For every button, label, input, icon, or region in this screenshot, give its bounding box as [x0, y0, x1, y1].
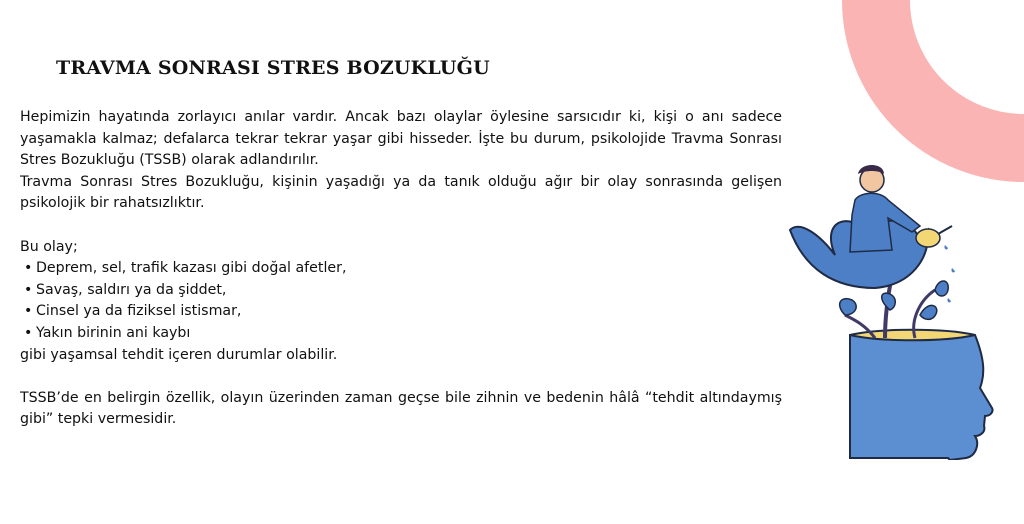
intro-paragraph: Hepimizin hayatında zorlayıcı anılar vardır. Ancak bazı olaylar öylesine sarsıcıdır ki, kişi o anı sadece yaşamakla kalmaz; defalarca tekrar tekrar yaşar gibi hisseder. İşte bu durum, psikolojide Travma Sonrası Stres Bozukluğu (TSSB) olarak adlandırılır.: [20, 109, 782, 169]
article-body: [20, 107, 782, 431]
head-flower-watering-illustration: [780, 160, 1000, 460]
list-intro: Bu olay;: [20, 238, 78, 255]
list-item: • Deprem, sel, trafik kazası gibi doğal afetler,: [24, 260, 347, 277]
closing-paragraph: TSSB’de en belirgin özellik, olayın üzerinden zaman geçse bile zihnin ve bedenin hâlâ “tehdit altındaymış gibi” tepki vermesidir.: [20, 389, 782, 428]
event-list: [20, 258, 782, 344]
page-title: TRAVMA SONRASI STRES BOZUKLUĞU: [56, 57, 490, 79]
definition-paragraph: Travma Sonrası Stres Bozukluğu, kişinin yaşadığı ya da tanık olduğu ağır bir olay sonrasında gelişen psikolojik bir rahatsızlıktır.: [20, 173, 782, 212]
list-item: • Savaş, saldırı ya da şiddet,: [24, 281, 227, 298]
list-outro: gibi yaşamsal tehdit içeren durumlar olabilir.: [20, 346, 338, 363]
list-item: • Cinsel ya da fiziksel istismar,: [24, 303, 242, 320]
list-item: • Yakın birinin ani kaybı: [24, 324, 191, 341]
